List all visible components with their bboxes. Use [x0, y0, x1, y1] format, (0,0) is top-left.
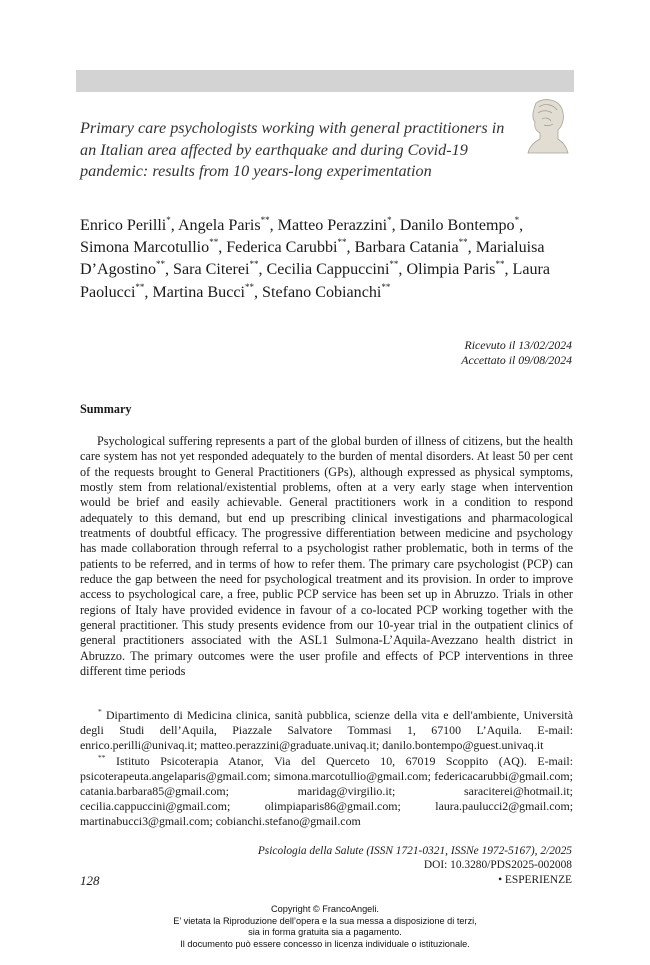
author-name: Laura Paolucci	[80, 261, 551, 301]
affiliation-mark: **	[156, 259, 165, 270]
footnote-text: Dipartimento di Medicina clinica, sanità pubblica, scienze della vita e dell'ambiente, Università degli Studi dell’Aquila, Piazzale Salvatore Tommasi 1, 67100 L’Aquila. E-mail: enrico.perilli@univaq.it; matteo.perazzini@graduate.univaq.it; danilo.bontempo@guest.univaq.it	[80, 708, 573, 753]
author-name: Matteo Perazzini	[277, 217, 388, 234]
author-separator: ,	[504, 261, 513, 279]
author-name: Enrico Perilli	[80, 217, 167, 234]
article-title: Primary care psychologists working with general practitioners in an Italian area affected by earthquake and during Covid-19 pandemic: results from 10 years-long experimentation	[80, 119, 505, 180]
journal-citation: Psicologia della Salute (ISSN 1721-0321, ISSNe 1972-5167), 2/2025	[257, 845, 572, 857]
author-name: Sara Citerei	[173, 261, 250, 279]
author-name: Federica Carubbi	[226, 239, 338, 257]
affiliation-mark: **	[458, 237, 468, 248]
author-name: Angela Paris	[177, 217, 261, 234]
author-separator: ,	[170, 217, 178, 234]
author-name: Cecilia Cappuccini	[266, 261, 390, 279]
affiliation-mark: *	[387, 215, 392, 225]
affiliation-mark: **	[135, 281, 145, 292]
doi: DOI: 10.3280/PDS2025-002008	[423, 859, 572, 872]
affiliation-mark: **	[337, 237, 347, 248]
copyright-notice	[0, 904, 650, 950]
author-separator: ,	[165, 261, 174, 279]
journal-logo-portrait	[522, 95, 572, 157]
affiliation-footnotes	[80, 708, 573, 830]
accepted-date: Accettato il 09/08/2024	[461, 353, 572, 367]
author-separator: ,	[218, 239, 227, 257]
affiliation-mark: **	[381, 281, 391, 292]
submission-dates	[461, 338, 572, 368]
footnote-mark: *	[98, 707, 102, 716]
author-separator: ,	[346, 239, 355, 257]
affiliation-mark: **	[209, 237, 219, 248]
summary-paragraph: Psychological suffering represents a part of the global burden of illness of citizens, but the health care system has not yet responded adequately to the burden of mental disorders. At least 50 per cent of the requests brought to General Practitioners (GPs), although expressed as physical symptoms, mostly stem from relational/existential problems, often at a very early stage when intervention would be brief and easily achievable. General practitioners work in a condition to respond adequately to this demand, but end up prescribing clinical investigations and pharmacological treatments of doubtful efficacy. The progressive differentiation between medicine and psychology has made collaboration through referral to a psychologist rather problematic, both in terms of the patients to be referred, and in terms of how to refer them. The primary care psychologist (PCP) can reduce the gap between the need for psychological treatment and its provision. In order to improve access to psychological care, a free, public PCP service has been set up in Abruzzo. Trials in other regions of Italy have provided evidence in favour of a co-located PCP working together with the general practitioner. This study presents evidence from our 10-year trial in the outpatient clinics of general practitioners associated with the ASL1 Sulmona-L’Aquila-Avezzano health district in Abruzzo. The primary outcomes were the user profile and effects of PCP interventions in three different time periods	[80, 434, 573, 679]
footnote-mark: **	[98, 752, 106, 762]
author-name: Stefano Cobianchi	[262, 283, 382, 301]
affiliation-mark: **	[495, 259, 505, 270]
author-name: Simona Marcotullio	[80, 239, 210, 257]
affiliation-mark: *	[514, 215, 520, 225]
footnote-1	[80, 708, 573, 754]
affiliation-mark: **	[249, 259, 259, 270]
author-separator: ,	[391, 217, 400, 234]
copyright-line: Copyright © FrancoAngeli.	[271, 904, 379, 914]
author-list	[80, 215, 575, 304]
author-name: Olimpia Paris	[406, 261, 496, 279]
received-date: Ricevuto il 13/02/2024	[464, 338, 572, 352]
author-separator: ,	[519, 217, 524, 234]
section-label: • ESPERIENZE	[498, 873, 572, 886]
author-name: Barbara Catania	[354, 239, 459, 257]
author-name: Danilo Bontempo	[399, 217, 515, 234]
affiliation-mark: *	[166, 215, 171, 225]
summary-heading: Summary	[80, 402, 132, 416]
affiliation-mark: **	[244, 281, 254, 292]
copyright-line: Il documento può essere concesso in licenza individuale o istituzionale.	[180, 938, 470, 949]
journal-info	[258, 844, 572, 887]
author-separator: ,	[258, 261, 267, 279]
author-separator: ,	[269, 217, 278, 234]
author-separator: ,	[398, 261, 407, 279]
copyright-line: E’ vietata la Riproduzione dell’opera e la sua messa a disposizione di terzi,	[173, 915, 477, 926]
author-separator: ,	[144, 283, 153, 301]
copyright-line: sia in forma gratuita sia a pagamento.	[248, 927, 402, 938]
author-name: Marialuisa D’Agostino	[80, 239, 545, 279]
header-bar	[76, 70, 574, 92]
summary-body	[80, 434, 573, 680]
footnote-2	[80, 754, 573, 830]
affiliation-mark: **	[260, 215, 270, 225]
page-number: 128	[80, 873, 100, 888]
author-separator: ,	[253, 283, 263, 301]
author-separator: ,	[467, 239, 476, 257]
footnote-text: Istituto Psicoterapia Atanor, Via del Querceto 10, 67019 Scoppito (AQ). E-mail: psicoterapeuta.angelaparis@gmail.com; simona.marcotullio@gmail.com; federicacarubbi@gmail.com; catania.barbara85@gmail.com; maridag@virgilio.it; saraciterei@hotmail.it; cecilia.cappuccini@gmail.com; olimpiaparis86@gmail.com; laura.paulucci2@gmail.com; martinabucci3@gmail.com; cobianchi.stefano@gmail.com	[80, 753, 573, 829]
author-name: Martina Bucci	[152, 283, 245, 301]
affiliation-mark: **	[389, 259, 399, 270]
